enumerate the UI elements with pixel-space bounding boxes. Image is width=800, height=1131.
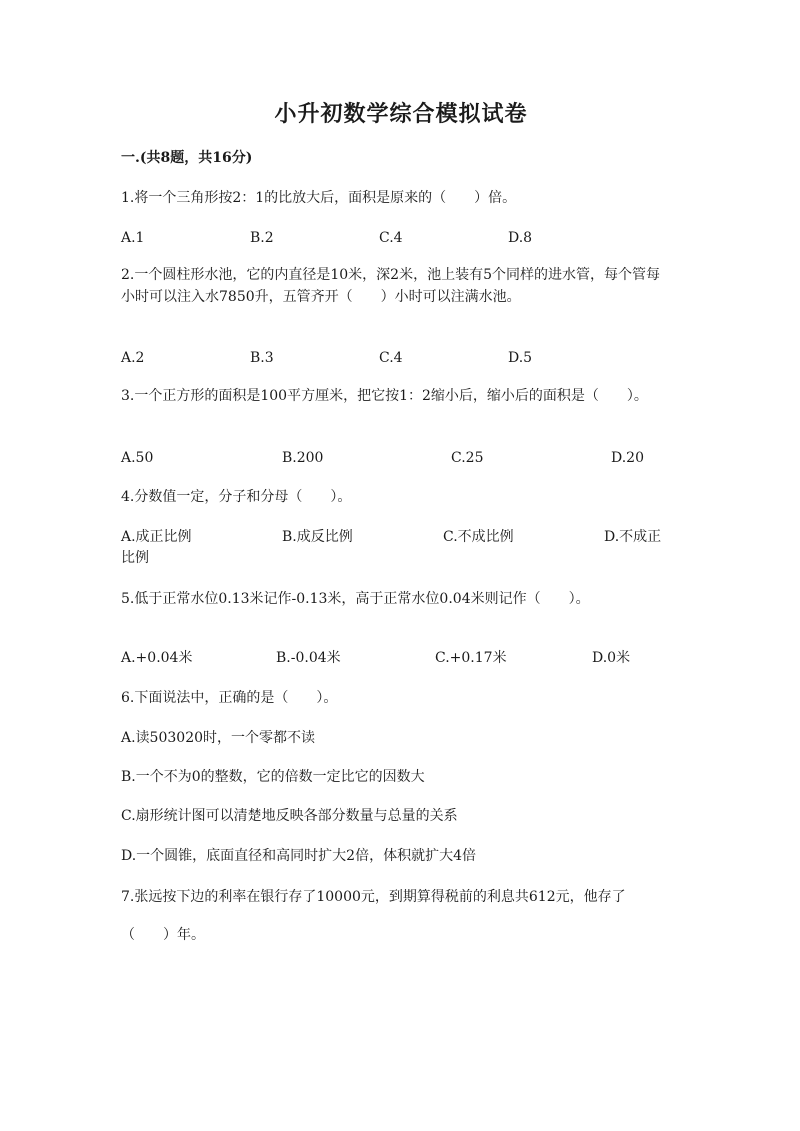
question-6: 6.下面说法中，正确的是（ ）。 [121,690,338,706]
option-a[interactable]: A.+0.04米 [121,650,193,666]
question-4: 4.分数值一定，分子和分母（ ）。 [121,489,352,505]
option-c[interactable]: C.不成比例 [443,529,514,545]
question-5: 5.低于正常水位0.13米记作-0.13米，高于正常水位0.04米则记作（ ）。 [121,591,590,607]
option-b[interactable]: B.成反比例 [282,529,353,545]
question-3-options [121,448,673,468]
option-d[interactable]: D.不成正比例 [121,529,662,566]
page-title: 小升初数学综合模拟试卷 [274,101,528,127]
option-b[interactable]: B.2 [250,230,274,246]
option-c[interactable]: C.+0.17米 [435,650,507,666]
question-3: 3.一个正方形的面积是100平方厘米，把它按1：2缩小后，缩小后的面积是（ ）。 [121,388,648,404]
question-7: 7.张远按下边的利率在银行存了10000元，到期算得税前的利息共612元，他存了（ ）年。 [121,889,626,943]
section-heading: 一.(共8题，共16分) [121,150,253,166]
option-a[interactable]: A.读503020时，一个零都不读 [121,730,316,746]
option-b[interactable]: B.一个不为0的整数，它的倍数一定比它的因数大 [121,769,425,785]
option-d[interactable]: D.5 [508,350,533,366]
option-b[interactable]: B.3 [250,350,274,366]
option-d[interactable]: D.20 [611,450,644,466]
question-1: 1.将一个三角形按2：1的比放大后，面积是原来的（ ）倍。 [121,190,517,206]
question-1-options [121,228,673,248]
option-c[interactable]: C.4 [379,230,403,246]
option-d[interactable]: D.一个圆锥，底面直径和高同时扩大2倍，体积就扩大4倍 [121,848,476,864]
option-a[interactable]: A.2 [121,350,145,366]
option-b[interactable]: B.200 [282,450,324,466]
option-c[interactable]: C.扇形统计图可以清楚地反映各部分数量与总量的关系 [121,808,458,824]
question-2: 2.一个圆柱形水池，它的内直径是10米，深2米，池上装有5个同样的进水管，每个管每小时可以注入水7850升，五管齐开（ ）小时可以注满水池。 [121,267,660,305]
option-d[interactable]: D.0米 [592,650,631,666]
option-a[interactable]: A.成正比例 [121,529,192,545]
question-5-options [121,648,673,668]
option-c[interactable]: C.4 [379,350,403,366]
question-2-options [121,348,673,368]
option-a[interactable]: A.50 [121,450,154,466]
option-b[interactable]: B.-0.04米 [276,650,341,666]
option-d[interactable]: D.8 [508,230,533,246]
question-4-options [121,527,673,569]
option-c[interactable]: C.25 [451,450,484,466]
option-a[interactable]: A.1 [121,230,145,246]
